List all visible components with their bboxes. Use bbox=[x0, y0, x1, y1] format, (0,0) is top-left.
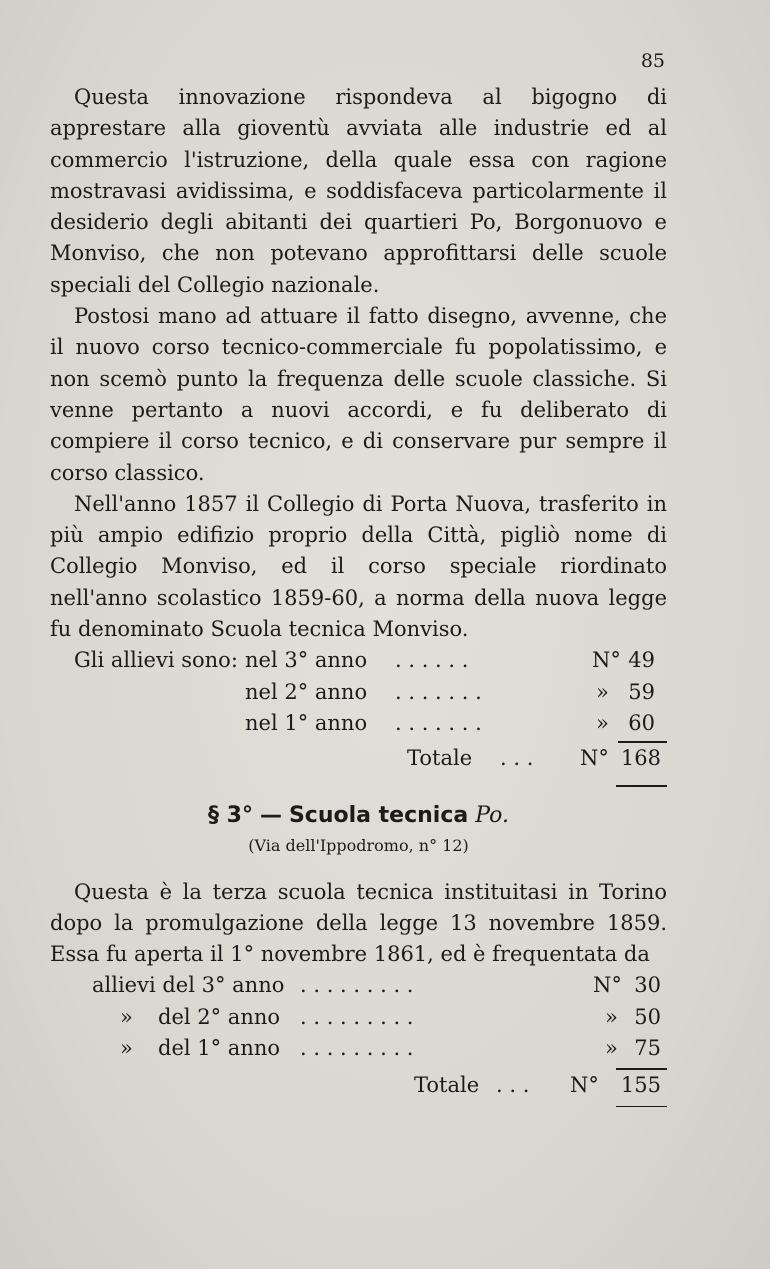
table2-row-value: 30 bbox=[634, 973, 661, 998]
table1-total-dots: . . . bbox=[500, 746, 534, 771]
table2-row-1 bbox=[50, 970, 667, 1001]
paragraph-2: Postosi mano ad attuare il fatto disegno, avvenne, che il nuovo corso tecnico-commerciale fu popolatissimo, e non scemò punto la frequenza delle scuole classiche. Si venne pertanto a nuovi accordi, e fu deliberato di compiere il corso tecnico, e di conservare pur sempre il corso classico. bbox=[50, 304, 667, 485]
table1-row-label: nel 2° anno bbox=[245, 679, 368, 704]
table1-row-dots: . . . . . . . bbox=[395, 710, 482, 735]
table2-row-dots: . . . . . . . . . bbox=[300, 1036, 414, 1061]
page-number: 85 bbox=[640, 50, 665, 72]
table2-row-label: del 1° anno bbox=[158, 1036, 281, 1061]
table1-row-mark: » bbox=[596, 679, 609, 704]
table2-total-mark: N° bbox=[570, 1073, 599, 1098]
table1-lead: Gli allievi sono: bbox=[74, 648, 238, 673]
table1-row-mark: N° bbox=[592, 648, 621, 673]
section-title-italic: Po. bbox=[475, 802, 509, 828]
section-title: Scuola tecnica bbox=[288, 802, 469, 828]
table1-total-value: 168 bbox=[620, 746, 661, 771]
table2-total-dots: . . . bbox=[496, 1073, 530, 1098]
table2-row-label: allievi del 3° anno bbox=[92, 973, 285, 998]
table1-total-mark: N° bbox=[580, 746, 609, 771]
table2-row-prefix: » bbox=[120, 1036, 133, 1061]
table1-row-3 bbox=[50, 708, 667, 739]
table1-row-value: 59 bbox=[628, 679, 655, 704]
table2-row-value: 75 bbox=[634, 1036, 661, 1061]
table2-row-dots: . . . . . . . . . bbox=[300, 973, 414, 998]
table2-row-mark: » bbox=[605, 1036, 618, 1061]
section-number: § 3° bbox=[207, 802, 253, 828]
table1-row-label: nel 1° anno bbox=[245, 710, 368, 735]
table1-row-label: nel 3° anno bbox=[245, 648, 368, 673]
table1-row-dots: . . . . . . bbox=[395, 648, 469, 673]
table1-row-value: 49 bbox=[628, 648, 655, 673]
table1-row-2 bbox=[50, 677, 667, 708]
table1-total-row bbox=[50, 743, 667, 774]
section-dash: — bbox=[259, 802, 282, 828]
table1-row-mark: » bbox=[596, 710, 609, 735]
table1-row-1 bbox=[50, 645, 667, 676]
table2-row-prefix: » bbox=[120, 1004, 133, 1029]
table2-row-mark: » bbox=[605, 1004, 618, 1029]
table1-row-value: 60 bbox=[628, 710, 655, 735]
table2-total-value: 155 bbox=[620, 1073, 661, 1098]
table2-row-2 bbox=[50, 1002, 667, 1033]
table2-row-3 bbox=[50, 1033, 667, 1064]
table2-row-mark: N° bbox=[593, 973, 622, 998]
table1-end-rule bbox=[616, 785, 667, 787]
paragraph-1: Questa innovazione rispondeva al bigogno di apprestare alla gioventù avviata alle industrie ed al commercio l'istruzione, della quale essa con ragione mostravasi avidissima, e soddisfaceva particolarmente il desiderio degli abitanti dei quartieri Po, Borgonuovo e Monviso, che non potevano approfittarsi delle scuole speciali del Collegio nazionale. bbox=[50, 85, 667, 297]
paragraph-3: Nell'anno 1857 il Collegio di Porta Nuova, trasferito in più ampio edifizio proprio della Città, pigliò nome di Collegio Monviso, ed il corso speciale riordinato nell'anno scolastico 1859-60, a norma della nuova legge fu denominato Scuola tecnica Monviso. bbox=[50, 491, 667, 642]
table2-end-rule bbox=[616, 1106, 667, 1108]
body-text bbox=[50, 82, 667, 1107]
table2-row-label: del 2° anno bbox=[158, 1004, 281, 1029]
table1-total-label: Totale bbox=[407, 746, 473, 771]
table2-total-label: Totale bbox=[414, 1073, 480, 1098]
section-heading bbox=[50, 799, 667, 833]
section-address: (Via dell'Ippodromo, n° 12) bbox=[248, 835, 469, 855]
table2-row-dots: . . . . . . . . . bbox=[300, 1004, 414, 1029]
table2-total-row bbox=[50, 1070, 667, 1101]
table2-row-value: 50 bbox=[634, 1004, 661, 1029]
paragraph-4: Questa è la terza scuola tecnica instituitasi in Torino dopo la promulgazione della legge 13 novembre 1859. Essa fu aperta il 1° novembre 1861, ed è frequentata da bbox=[50, 879, 667, 967]
table1-row-dots: . . . . . . . bbox=[395, 679, 482, 704]
